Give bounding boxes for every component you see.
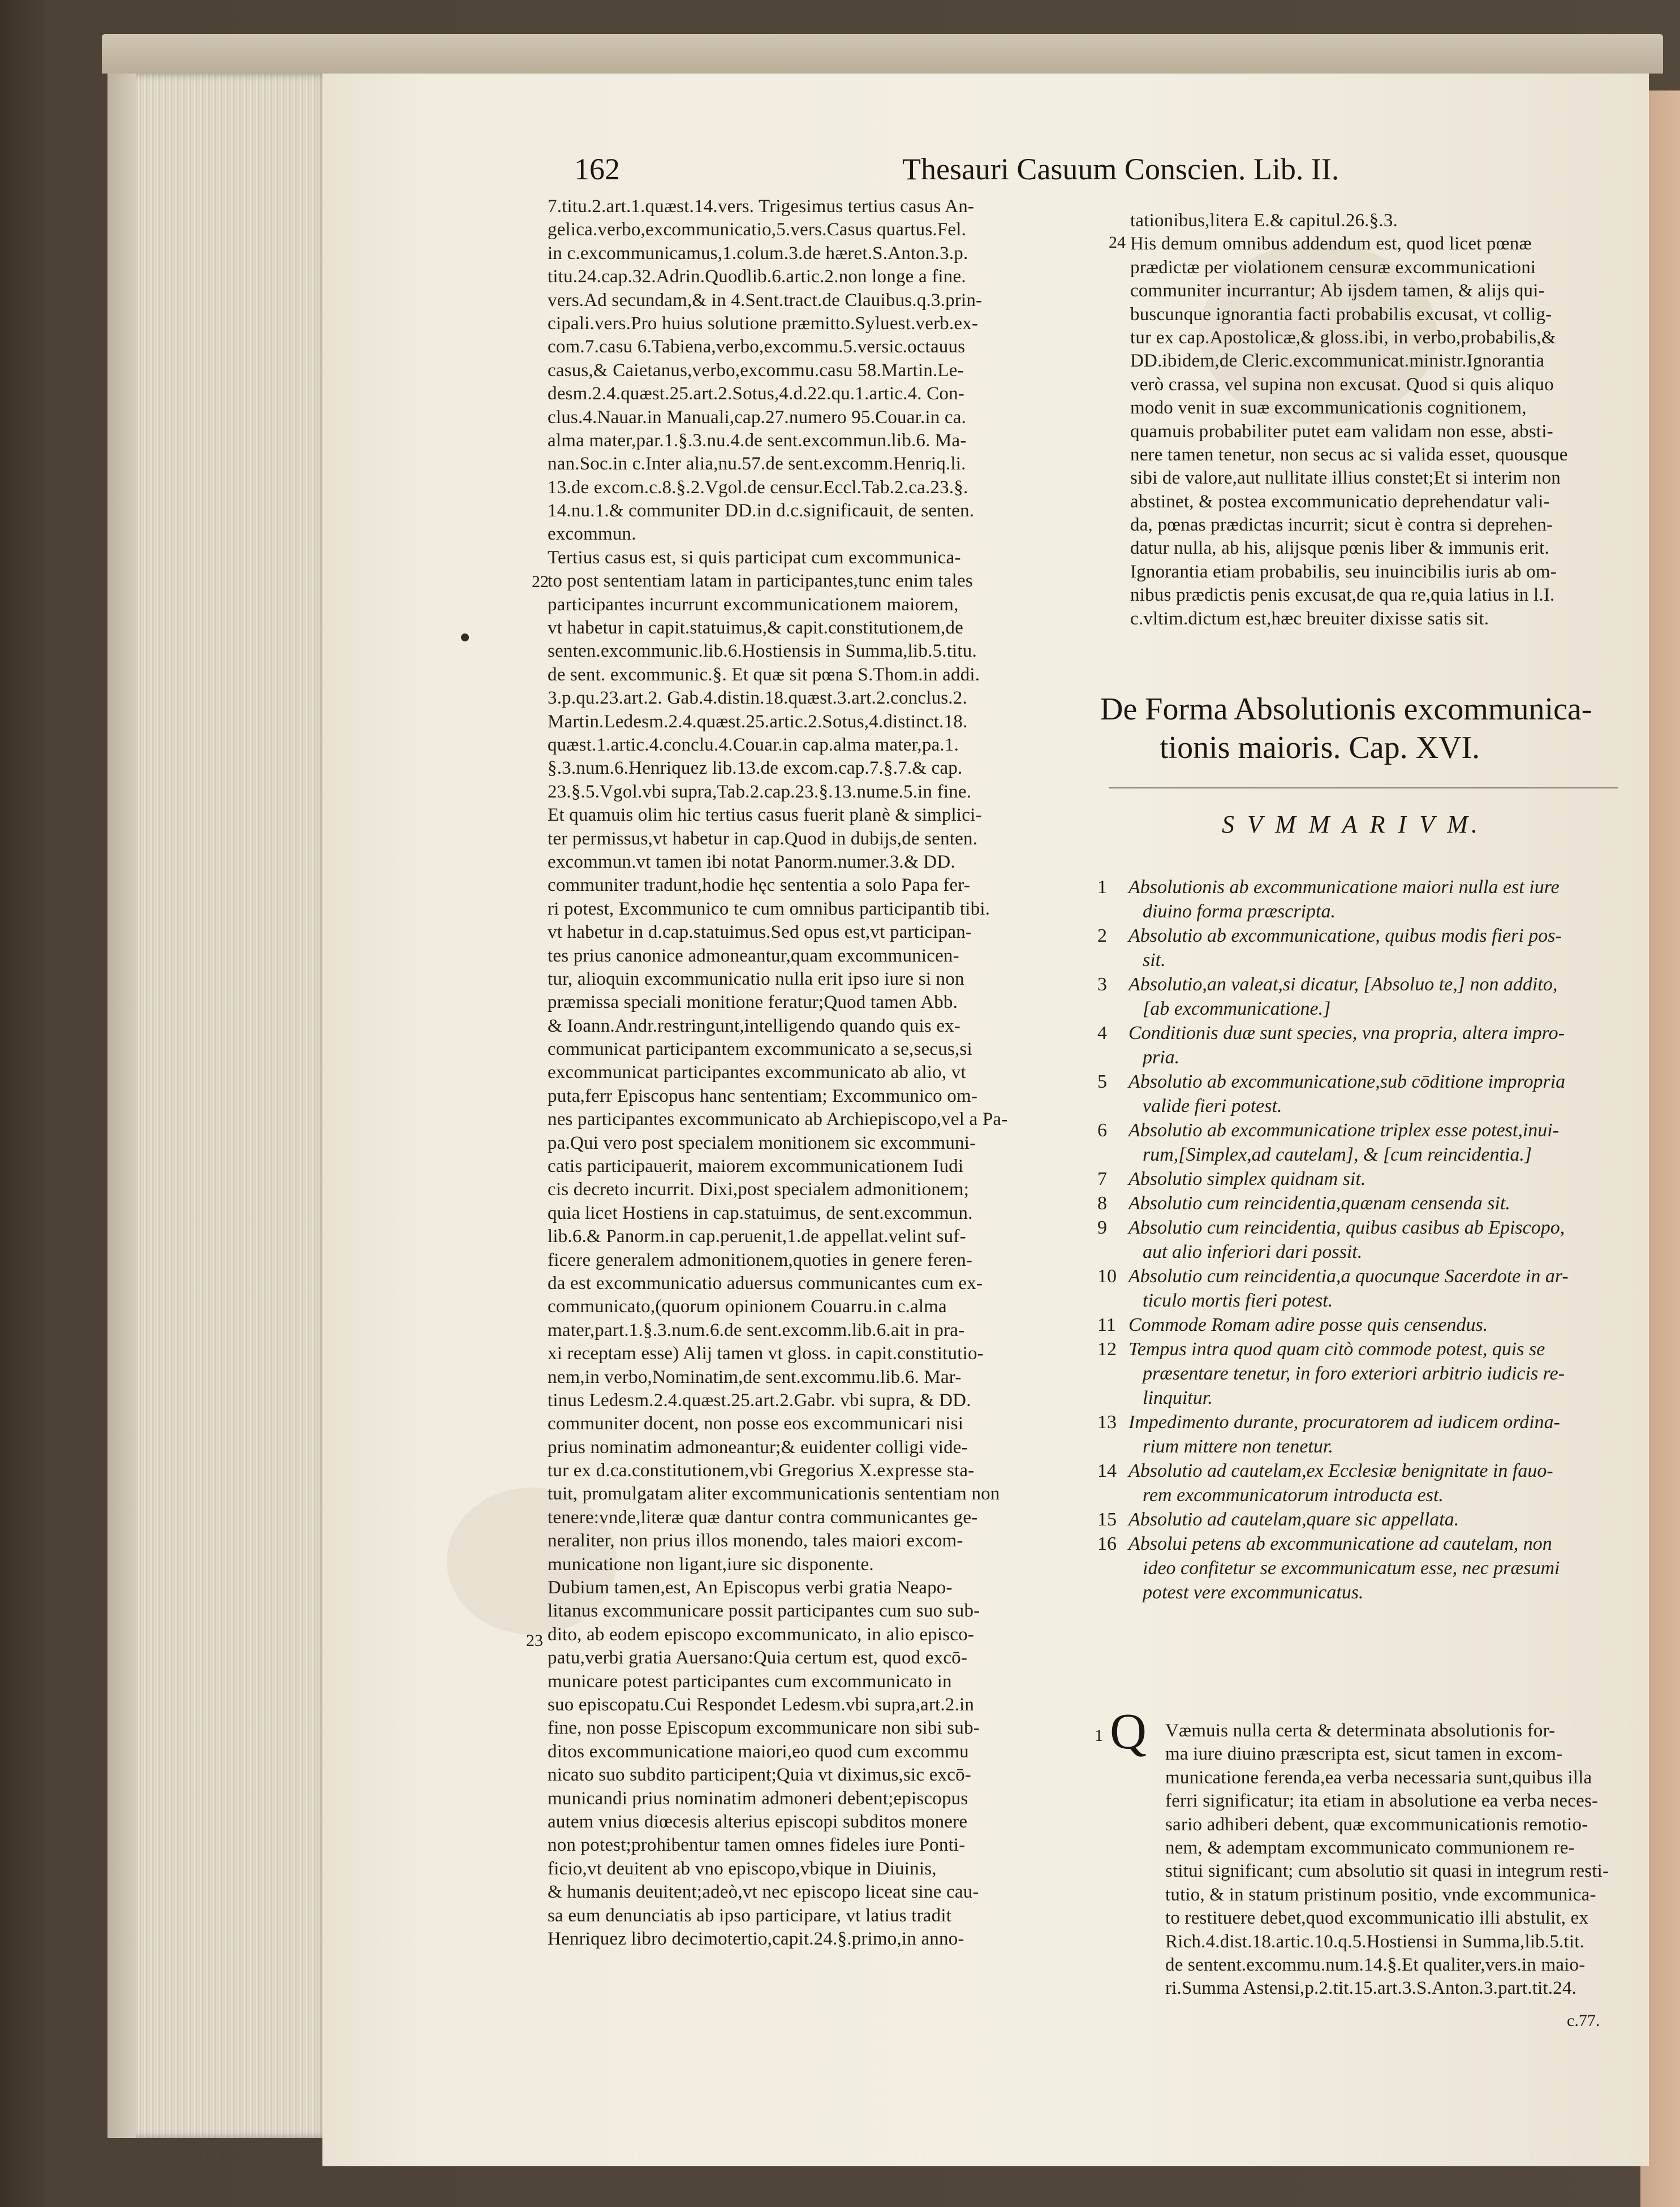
text-line: patu,verbi gratia Auersano:Quia certum est, quod excō- — [548, 1648, 968, 1669]
text-line: præmissa speciali monitione feratur;Quod tamen Abb. — [548, 992, 958, 1013]
margin-number: 1 — [1095, 1726, 1103, 1745]
text-line: prius nominatim admoneantur;& euidenter colligi vide- — [548, 1437, 968, 1458]
text-line: de sentent.excommu.num.14.§.Et qualiter,vers.in maio- — [1165, 1954, 1586, 1975]
summary-text: Absolui petens ab excommunicatione ad cautelam, non — [1128, 1533, 1552, 1554]
summary-text: ticulo mortis fieri potest. — [1143, 1290, 1333, 1311]
drop-cap: Q — [1110, 1704, 1147, 1760]
text-line: Et quamuis olim hic tertius casus fuerit planè & simplici- — [548, 805, 982, 826]
summary-text: Absolutio ab excommunicatione, quibus modis fieri pos- — [1128, 925, 1562, 946]
text-line: excommun. — [548, 524, 636, 545]
text-line: suo episcopatu.Cui Respondet Ledesm.vbi supra,art.2.in — [548, 1695, 975, 1715]
text-line: titu.24.cap.32.Adrin.Quodlib.6.artic.2.non longe a fine. — [548, 266, 966, 287]
text-line: participantes incurrunt excommunicationem maiorem, — [548, 594, 959, 615]
ink-dot — [461, 633, 469, 641]
text-line: Martin.Ledesm.2.4.quæst.25.artic.2.Sotus,4.distinct.18. — [548, 711, 968, 732]
text-line: dito, ab eodem episcopo excommunicato, in alio episco- — [548, 1624, 975, 1645]
text-line: neraliter, non prius illos monendo, tales maiori excom- — [548, 1531, 963, 1551]
text-line: alma mater,par.1.§.3.nu.4.de sent.excommun.lib.6. Ma- — [548, 430, 967, 451]
text-line: tuit, promulgatam aliter excommunicationis sententiam non — [548, 1484, 1000, 1505]
summary-text: valide fieri potest. — [1143, 1096, 1282, 1117]
text-line: pa.Qui vero post specialem monitionem sic excommuni- — [548, 1132, 976, 1153]
text-line: 7.titu.2.art.1.quæst.14.vers. Trigesimus tertius casus An- — [548, 196, 975, 217]
text-line: ditos excommunicatione maiori,eo quod cum excommu — [548, 1741, 969, 1762]
text-line: cipali.vers.Pro huius solutione præmitto.Syluest.verb.ex- — [548, 313, 979, 334]
text-line: catis participauerit, maiorem excommunicationem Iudi — [548, 1156, 964, 1177]
text-line: datur nulla, ab his, alijsque pœnis liber & immunis erit. — [1130, 538, 1549, 559]
summary-text: sit. — [1143, 950, 1166, 971]
summary-text: aut alio inferiori dari possit. — [1143, 1242, 1363, 1262]
text-line: communiter tradunt,hodie hęc sententia a solo Papa fer- — [548, 875, 971, 896]
text-line: clus.4.Nauar.in Manuali,cap.27.numero 95.Couar.in ca. — [548, 407, 967, 428]
book-top-edge — [102, 34, 1663, 74]
text-line: tur ex cap.Apostolicæ,& gloss.ibi, in verbo,probabilis,& — [1130, 327, 1556, 348]
summary-number: 6 — [1097, 1120, 1107, 1141]
text-line: communiter docent, non posse eos excommunicari nisi — [548, 1413, 964, 1434]
text-line: Dubium tamen,est, An Episcopus verbi gratia Neapo- — [548, 1577, 953, 1598]
text-line: buscunque ignorantia facti probabilis excusat, vt collig- — [1130, 304, 1552, 325]
summary-number: 15 — [1097, 1509, 1117, 1530]
summary-text: diuino forma præscripta. — [1143, 901, 1336, 922]
text-line: communiter incurrantur; Ab ijsdem tamen, & alijs qui- — [1130, 281, 1545, 301]
summary-number: 7 — [1097, 1169, 1107, 1189]
margin-number: 23 — [526, 1631, 543, 1650]
heading-rule — [1109, 787, 1618, 788]
text-line: nere tamen tenetur, non secus ac si valida esset, quousque — [1130, 444, 1568, 465]
chapter-body-text — [1165, 1719, 1640, 2001]
summary-heading: S V M M A R I V M. — [1222, 811, 1481, 838]
text-line: communicato,(quorum opinionem Couarru.in c.alma — [548, 1296, 947, 1317]
text-line: nibus prædictis penis excusat,de qua re,quia latius in l.I. — [1130, 585, 1555, 606]
text-line: nes participantes excommunicato ab Archiepiscopo,vel a Pa- — [548, 1109, 1008, 1130]
text-line: 3.p.qu.23.art.2. Gab.4.distin.18.quæst.3.art.2.conclus.2. — [548, 688, 967, 709]
page-number: 162 — [574, 152, 620, 186]
text-line: modo venit in suæ excommunicationis cognitionem, — [1130, 398, 1527, 419]
text-line: municatione non ligant,iure sic disponente. — [548, 1554, 874, 1575]
summary-text: præsentare tenetur, in foro exteriori arbitrio iudicis re- — [1143, 1363, 1565, 1384]
summary-text: Tempus intra quod quam citò commode potest, quis se — [1128, 1339, 1545, 1360]
summary-text: rem excommunicatorum introducta est. — [1143, 1485, 1444, 1506]
text-line: mater,part.1.§.3.num.6.de sent.excomm.lib.6.ait in pra- — [548, 1320, 965, 1340]
margin-number: 22 — [532, 572, 549, 591]
text-line: abstinet, & postea excommunicatio deprehendatur vali- — [1130, 491, 1550, 512]
text-line: in c.excommunicamus,1.colum.3.de hæret.S.Anton.3.p. — [548, 243, 968, 264]
text-line: autem vnius diœcesis alterius episcopi subditos monere — [548, 1811, 968, 1832]
text-line: tenere:vnde,literæ quæ dantur contra communicantes ge- — [548, 1507, 978, 1528]
text-line: tinus Ledesm.2.4.quæst.25.art.2.Gabr. vbi supra, & DD. — [548, 1390, 971, 1411]
text-line: stitui significant; cum absolutio sit quasi in integrum resti- — [1165, 1861, 1609, 1882]
text-line: Tertius casus est, si quis participat cum excommunica- — [548, 547, 961, 568]
text-line: desm.2.4.quæst.25.art.2.Sotus,4.d.22.qu.1.artic.4. Con- — [548, 383, 964, 404]
text-line: da est excommunicatio aduersus communicantes cum ex- — [548, 1273, 983, 1294]
text-line: quia licet Hostiens in cap.statuimus, de sent.excommun. — [548, 1202, 973, 1223]
text-line: ma iure diuino præscripta est, sicut tamen in excom- — [1165, 1744, 1563, 1765]
summary-text: Absolutio cum reincidentia,quænam censenda sit. — [1128, 1193, 1510, 1214]
summary-number: 14 — [1097, 1460, 1117, 1481]
text-line: tur, alioquin excommunicatio nulla erit ipso iure si non — [548, 968, 964, 989]
text-line: Ignorantia etiam probabilis, seu inuincibilis iuris ab om- — [1130, 561, 1557, 582]
text-line: ter permissus,vt habetur in cap.Quod in dubijs,de senten. — [548, 828, 978, 849]
text-line: com.7.casu 6.Tabiena,verbo,excommu.5.versic.octauus — [548, 337, 966, 357]
summary-text: Absolutio cum reincidentia,a quocunque Sacerdote in ar- — [1128, 1266, 1569, 1287]
text-line: DD.ibidem,de Cleric.excommunicat.ministr.Ignorantia — [1130, 351, 1545, 372]
text-line: 13.de excom.c.8.§.2.Vgol.de censur.Eccl.Tab.2.ca.23.§. — [548, 477, 968, 498]
page-block-edge — [136, 74, 328, 2138]
running-title: Thesauri Casuum Conscien. Lib. II. — [902, 152, 1339, 186]
text-line: His demum omnibus addendum est, quod licet pœnæ — [1130, 234, 1532, 255]
chapter-title-line-1: De Forma Absolutionis excommunica- — [1100, 692, 1592, 727]
text-line: municandi prius nominatim admoneri debent;episcopus — [548, 1788, 968, 1809]
summary-text: Absolutio ad cautelam,quare sic appellata. — [1128, 1509, 1459, 1530]
text-line: municatione ferenda,ea verba necessaria sunt,quibus illa — [1165, 1767, 1592, 1788]
summary-number: 5 — [1097, 1071, 1107, 1092]
summary-text: potest vere excommunicatus. — [1143, 1582, 1364, 1603]
text-line: casus,& Caietanus,verbo,excommu.casu 58.Martin.Le- — [548, 360, 964, 381]
summary-number: 3 — [1097, 974, 1107, 995]
summary-number: 13 — [1097, 1412, 1117, 1433]
summary-text: Absolutio,an valeat,si dicatur, [Absoluo te,] non addito, — [1128, 974, 1558, 995]
margin-number: 24 — [1109, 233, 1126, 252]
summary-text: pria. — [1143, 1047, 1180, 1068]
summary-text: Impedimento durante, procuratorem ad iudicem ordina- — [1128, 1412, 1560, 1433]
summary-text: [ab excommunicatione.] — [1143, 998, 1331, 1019]
text-line: quamuis probabiliter putet eam validam non esse, absti- — [1130, 421, 1553, 442]
text-line: excommun.vt tamen ibi notat Panorm.numer.3.& DD. — [548, 851, 955, 872]
text-line: lib.6.& Panorm.in cap.peruenit,1.de appellat.velint suf- — [548, 1226, 966, 1247]
summary-text: Absolutio ab excommunicatione triplex esse potest,inui- — [1128, 1120, 1560, 1141]
text-line: ferri significatur; ita etiam in absolutione ea verba neces- — [1165, 1791, 1599, 1812]
summary-number: 8 — [1097, 1193, 1107, 1214]
text-line: ri.Summa Astensi,p.2.tit.15.art.3.S.Anton.3.part.tit.24. — [1165, 1978, 1577, 1999]
text-line: gelica.verbo,excommunicatio,5.vers.Casus quartus.Fel. — [548, 219, 967, 240]
summary-number: 2 — [1097, 925, 1107, 946]
text-line: ri potest, Excommunico te cum omnibus participantib tibi. — [548, 898, 990, 919]
summary-text: Commode Romam adire posse quis censendus. — [1128, 1314, 1488, 1335]
text-line: tur ex d.ca.constitutionem,vbi Gregorius X.expresse sta- — [548, 1460, 975, 1481]
summary-text: linquitur. — [1143, 1387, 1213, 1408]
text-line: sa eum denunciatis ab ipso participare, vt latius tradit — [548, 1905, 952, 1926]
text-line: 23.§.5.Vgol.vbi supra,Tab.2.cap.23.§.13.nume.5.in fine. — [548, 781, 972, 802]
text-line: tes prius canonice admoneantur,quam excommunicen- — [548, 945, 959, 966]
text-line: de sent. excommunic.§. Et quæ sit pœna S.Thom.in addi. — [548, 664, 980, 685]
text-line: to post sententiam latam in participantes,tunc enim tales — [548, 571, 973, 592]
text-line: & humanis deuitent;adeò,vt nec episcopo liceat sine cau- — [548, 1882, 979, 1903]
summary-text: Absolutio cum reincidentia, quibus casibus ab Episcopo, — [1128, 1217, 1565, 1238]
catchword: c.77. — [1567, 2011, 1600, 2030]
text-line: vt habetur in capit.statuimus,& capit.constitutionem,de — [548, 618, 964, 639]
right-column-text — [1130, 209, 1639, 631]
text-line: xi receptam esse) Alij tamen vt gloss. in capit.constitutio- — [548, 1343, 984, 1364]
summary-text: Conditionis duæ sunt species, vna propria, altera impro- — [1128, 1023, 1565, 1044]
text-line: c.vltim.dictum est,hæc breuiter dixisse satis sit. — [1130, 608, 1489, 629]
text-line: senten.excommunic.lib.6.Hostiensis in Summa,lib.5.titu. — [548, 641, 977, 662]
summary-text: rum,[Simplex,ad cautelam], & [cum reincidentia.] — [1143, 1144, 1532, 1165]
text-line: cis decreto incurrit. Dixi,post specialem admonitionem; — [548, 1179, 970, 1200]
summary-text: Absolutio simplex quidnam sit. — [1128, 1169, 1366, 1189]
text-line: vt habetur in d.cap.statuimus.Sed opus est,vt participan- — [548, 922, 972, 943]
text-line: quæst.1.artic.4.conclu.4.Couar.in cap.alma mater,pa.1. — [548, 734, 959, 755]
summary-text: Absolutio ab excommunicatione,sub cōditione impropria — [1128, 1071, 1566, 1092]
summary-text: Absolutio ad cautelam,ex Ecclesiæ benignitate in fauo- — [1128, 1460, 1553, 1481]
summary-number: 12 — [1097, 1339, 1117, 1360]
text-line: nan.Soc.in c.Inter alia,nu.57.de sent.excomm.Henriq.li. — [548, 454, 966, 475]
text-line: municare potest participantes cum excommunicato in — [548, 1671, 952, 1692]
text-line: vers.Ad secundam,& in 4.Sent.tract.de Clauibus.q.3.prin- — [548, 290, 983, 311]
text-line: tationibus,litera E.& capitul.26.§.3. — [1130, 210, 1398, 231]
summary-number: 10 — [1097, 1266, 1117, 1287]
text-line: puta,ferr Episcopus hanc sententiam; Excommunico om- — [548, 1085, 978, 1106]
summary-number: 11 — [1097, 1314, 1116, 1335]
summary-number: 9 — [1097, 1217, 1107, 1238]
text-line: nicato suo subdito participent;Quia vt diximus,sic excō- — [548, 1765, 971, 1786]
summary-text: rium mittere non tenetur. — [1143, 1436, 1333, 1457]
text-line: 14.nu.1.& communiter DD.in d.c.significauit, de senten. — [548, 501, 975, 521]
text-line: litanus excommunicare possit participantes cum suo sub- — [548, 1601, 980, 1622]
summary-number: 4 — [1097, 1023, 1107, 1044]
text-line: Henriquez libro decimotertio,capit.24.§.primo,in anno- — [548, 1928, 964, 1949]
text-line: Rich.4.dist.18.artic.10.q.5.Hostiensi in Summa,lib.5.tit. — [1165, 1931, 1585, 1952]
summary-number: 1 — [1097, 877, 1107, 898]
text-line: fine, non posse Episcopum excommunicare non sibi sub- — [548, 1718, 980, 1739]
summary-text: ideo confitetur se excommunicatum esse, nec præsumi — [1143, 1558, 1560, 1579]
text-line: ficere generalem admonitionem,quoties in genere feren- — [548, 1249, 973, 1270]
text-line: non potest;prohibentur tamen omnes fideles iure Ponti- — [548, 1835, 966, 1856]
summary-text: Absolutionis ab excommunicatione maiori nulla est iure — [1128, 877, 1560, 898]
summary-number: 16 — [1097, 1533, 1117, 1554]
text-line: sibi de valore,aut nullitate illius constet;Et si interim non — [1130, 468, 1561, 489]
text-line: nem,in verbo,Nominatim,de sent.excommu.lib.6. Mar- — [548, 1367, 962, 1387]
text-line: communicat participantem excommunicato a se,secus,si — [548, 1039, 972, 1060]
text-line: Væmuis nulla certa & determinata absolutionis for- — [1165, 1721, 1556, 1741]
left-column-text — [548, 195, 1091, 1951]
text-line: verò crassa, vel supina non excusat. Quod si quis aliquo — [1130, 374, 1554, 395]
text-line: tutio, & in statum pristinum positio, vnde excommunica- — [1165, 1884, 1596, 1905]
text-line: prædictæ per violationem censuræ excommunicationi — [1130, 257, 1536, 278]
text-line: excommunicat participantes excommunicato ab alio, vt — [548, 1062, 966, 1083]
text-line: & Ioann.Andr.restringunt,intelligendo quando quis ex- — [548, 1015, 961, 1036]
text-line: sario adhiberi debent, quæ excommunicationis remotio- — [1165, 1814, 1588, 1835]
text-line: ficio,vt deuitent ab vno episcopo,vbique in Diuinis, — [548, 1858, 937, 1879]
chapter-title-line-2: tionis maioris. Cap. XVI. — [1160, 730, 1480, 765]
text-line: da, pœnas prædictas incurrit; sicut è contra si deprehen- — [1130, 515, 1553, 536]
text-line: to restituere debet,quod excommunicatio illi abstulit, ex — [1165, 1908, 1589, 1929]
text-line: nem, & ademptam excommunicato communionem re- — [1165, 1837, 1575, 1858]
text-line: §.3.num.6.Henriquez lib.13.de excom.cap.7.§.7.& cap. — [548, 758, 963, 779]
